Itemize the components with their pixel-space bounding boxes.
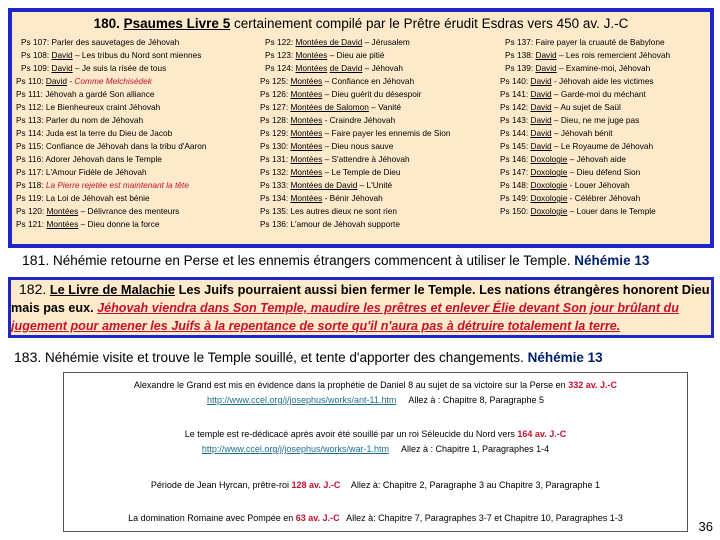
- history-notes-box: [63, 372, 688, 532]
- psalm-text: – Le Royaume de Jéhovah: [551, 141, 654, 151]
- psalm-attribution: David: [530, 89, 552, 99]
- psalm-attribution: Montées: [295, 50, 328, 60]
- psalm-attribution: Doxologie: [530, 154, 568, 164]
- psalm-attribution: Montées: [290, 76, 323, 86]
- malachie-summary-cont: mais pas eux.: [11, 301, 94, 315]
- psalm-text: – Dieu défend Sion: [567, 167, 641, 177]
- josephus-ant-11-link[interactable]: http://www.ccel.org/j/josephus/works/ant-11.htm: [206, 395, 397, 405]
- psalm-text: – Jérusalem: [362, 37, 410, 47]
- psalm-text: Ps 129:: [260, 128, 291, 138]
- psalm-line: [16, 114, 207, 127]
- psalm-attribution: Montées: [290, 128, 323, 138]
- psalms-column-1: [16, 36, 207, 231]
- psalm-text: – Dieu guérit du désespoir: [322, 89, 422, 99]
- psalm-line: [260, 140, 451, 153]
- psalm-attribution: David: [45, 76, 68, 86]
- psalm-text: Ps 110:: [16, 76, 46, 86]
- item-181-number: 181.: [22, 252, 50, 268]
- psalm-text: Ps 125:: [260, 76, 291, 86]
- psalm-text: – Jéhovah bénit: [551, 128, 613, 138]
- psalm-text: Ps 133:: [260, 180, 291, 190]
- psalm-text: – Dieu aie pitié: [327, 50, 385, 60]
- psalm-text: Ps 128:: [260, 115, 291, 125]
- psalm-text: Ps 144:: [500, 128, 531, 138]
- psalm-text: Ps 131:: [260, 154, 291, 164]
- psalms-title-book: Psaumes Livre 5: [123, 16, 231, 31]
- item-183-number: 183.: [14, 349, 42, 365]
- psalm-text: Ps 122:: [265, 37, 296, 47]
- psalm-attribution: David: [530, 115, 552, 125]
- psalm-attribution: David: [51, 63, 73, 73]
- history-rededication-date: 164 av. J.-C: [517, 429, 567, 439]
- psalm-text: Ps 120:: [16, 206, 47, 216]
- history-alexandre-goto: Allez à : Chapitre 8, Paragraphe 5: [408, 395, 545, 405]
- psalm-text: – Je suis la risée de tous: [72, 63, 167, 73]
- psalm-text: – Dieu nous sauve: [322, 141, 394, 151]
- psalm-line: [16, 75, 207, 88]
- history-pompee-goto: Allez à: Chapitre 7, Paragraphes 3-7 et Chapitre 10, Paragraphes 1-3: [346, 513, 623, 523]
- psalm-text: - Louer Jéhovah: [567, 180, 630, 190]
- josephus-war-1-link[interactable]: http://www.ccel.org/j/josephus/works/war-1.htm: [201, 444, 389, 454]
- history-hyrcan: [64, 478, 687, 493]
- psalm-attribution: Doxologie: [530, 206, 568, 216]
- psalm-highlight: La Pierre rejetée est maintenant la tête: [45, 180, 189, 190]
- psalm-text: – Vanité: [368, 102, 402, 112]
- psalm-attribution: Doxologie: [530, 193, 568, 203]
- psalm-attribution: Doxologie: [530, 180, 568, 190]
- psalm-text: Ps 119: La Loi de Jéhovah est bénie: [16, 193, 150, 203]
- psalm-text: – Le Temple de Dieu: [322, 167, 401, 177]
- psalm-text: Ps 115: Confiance de Jéhovah dans la tribu d'Aaron: [16, 141, 207, 151]
- psalm-line: [500, 140, 670, 153]
- malachie-summary: Les Juifs pourraient aussi bien fermer le Temple. Les nations étrangères honorent Dieu: [178, 282, 710, 297]
- history-rededication-text: Le temple est re-dédicacé après avoir été souillé par un roi Séleucide du Nord vers: [184, 429, 515, 439]
- item-183: [14, 348, 603, 367]
- psalm-text: - Célébrer Jéhovah: [567, 193, 641, 203]
- psalm-line: [16, 101, 207, 114]
- psalm-line: [16, 166, 207, 179]
- psalm-line: [500, 166, 670, 179]
- psalm-text: Ps 132:: [260, 167, 291, 177]
- history-hyrcan-date: 128 av. J.-C: [291, 480, 341, 490]
- psalm-line: [500, 179, 670, 192]
- psalm-line: [500, 127, 670, 140]
- psalm-text: – Délivrance des menteurs: [78, 206, 180, 216]
- psalm-text: Ps 114: Juda est la terre du Dieu de Jacob: [16, 128, 173, 138]
- psalm-line: [260, 153, 451, 166]
- psalms-title: [12, 15, 710, 32]
- history-rededication: [64, 427, 687, 457]
- psalm-text: Ps 142:: [500, 102, 531, 112]
- psalm-text: Ps 139:: [505, 63, 536, 73]
- psalm-text: Ps 134:: [260, 193, 291, 203]
- psalm-text: Ps 140:: [500, 76, 531, 86]
- psalm-attribution: Montées: [290, 167, 323, 177]
- psalm-line: [16, 36, 207, 49]
- history-hyrcan-goto: Allez à: Chapitre 2, Paragraphe 3 au Chapitre 3, Paragraphe 1: [350, 480, 601, 490]
- psalm-attribution: Montées: [290, 115, 323, 125]
- history-pompee-text: La domination Romaine avec Pompée en: [128, 513, 294, 523]
- psalm-text: – Confiance en Jéhovah: [322, 76, 415, 86]
- psalm-text: Ps 117: L'Amour Fidèle de Jéhovah: [16, 167, 147, 177]
- psalm-text: Ps 135: Les autres dieux ne sont rien: [260, 206, 397, 216]
- psalm-text: Ps 138:: [505, 50, 536, 60]
- psalm-line: [500, 192, 670, 205]
- malachie-book-title: Le Livre de Malachie: [49, 282, 175, 297]
- psalm-text: -: [67, 76, 75, 86]
- psalm-line: [16, 127, 207, 140]
- malachie-prophecy-text: Jéhovah viendra dans Son Temple, maudire les prêtres et enlever Élie devant Son jour brûlant du jugement pour amener les Juifs à la repentance de sorte qu'il n'aura pas à détruire totalement la terre.: [11, 301, 679, 333]
- item-183-reference: Néhémie 13: [527, 350, 603, 365]
- psalms-title-number: 180.: [93, 16, 120, 31]
- psalm-highlight: Comme Melchisédek: [74, 76, 152, 86]
- psalm-attribution: David: [530, 102, 552, 112]
- psalm-line: [16, 62, 207, 75]
- psalm-attribution: Montées: [295, 63, 328, 73]
- psalm-line: [260, 36, 451, 49]
- psalm-text: Ps 141:: [500, 89, 531, 99]
- psalm-text: Ps 121:: [16, 219, 47, 229]
- psalm-text: – Examine-moi, Jéhovah: [556, 63, 651, 73]
- psalm-attribution: David: [530, 76, 552, 86]
- psalm-line: [260, 101, 451, 114]
- psalm-line: [500, 101, 670, 114]
- psalm-line: [16, 205, 207, 218]
- psalm-text: – Au sujet de Saül: [551, 102, 621, 112]
- malachie-number: 182.: [19, 281, 47, 297]
- psalm-text: Ps 107: Parler des sauvetages de Jéhovah: [21, 37, 180, 47]
- psalm-text: Ps 108:: [21, 50, 52, 60]
- psalm-text: – S'attendre à Jéhovah: [322, 154, 410, 164]
- psalm-text: Ps 112: Le Bienheureux craint Jéhovah: [16, 102, 161, 112]
- psalm-text: Ps 124:: [265, 63, 296, 73]
- psalm-text: - Jéhovah aide les victimes: [551, 76, 654, 86]
- psalms-column-2: [260, 36, 451, 231]
- psalm-attribution: David: [535, 50, 557, 60]
- psalm-text: – Dieu, ne me juge pas: [551, 115, 640, 125]
- psalm-text: Ps 127:: [260, 102, 291, 112]
- psalm-text: – Les rois remercient Jéhovah: [556, 50, 671, 60]
- psalm-attribution: Montées: [290, 193, 323, 203]
- psalm-line: [260, 49, 451, 62]
- psalm-text: – Jéhovah aide: [567, 154, 626, 164]
- psalm-text: Ps 130:: [260, 141, 291, 151]
- psalm-attribution: Montées: [46, 219, 79, 229]
- psalm-line: [260, 205, 451, 218]
- psalm-text: Ps 143:: [500, 115, 531, 125]
- psalm-text: Ps 149:: [500, 193, 531, 203]
- psalm-line: [500, 49, 670, 62]
- psalm-text: Ps 145:: [500, 141, 531, 151]
- history-alexandre: [64, 378, 687, 408]
- history-pompee: [64, 511, 687, 526]
- psalm-line: [500, 36, 670, 49]
- malachie-prophecy: [11, 299, 711, 335]
- psalm-text: – Dieu donne la force: [78, 219, 160, 229]
- psalm-text: Ps 118:: [16, 180, 46, 190]
- psalm-line: [500, 88, 670, 101]
- malachie-heading: [19, 280, 710, 299]
- psalm-attribution: Montées: [290, 89, 323, 99]
- psalm-attribution: Montées: [290, 141, 323, 151]
- psalms-column-3: [500, 36, 670, 218]
- psalm-line: [16, 49, 207, 62]
- psalm-line: [500, 62, 670, 75]
- psalm-text: – Les tribus du Nord sont miennes: [72, 50, 202, 60]
- psalm-line: [16, 140, 207, 153]
- psalm-text: Ps 150:: [500, 206, 531, 216]
- psalm-text: – L'Unité: [357, 180, 393, 190]
- history-alexandre-date: 332 av. J.-C: [568, 380, 618, 390]
- page-number: 36: [698, 519, 713, 534]
- item-181-text: Néhémie retourne en Perse et les ennemis étrangers commencent à utiliser le Temple.: [53, 253, 571, 268]
- psalm-text: – Garde-moi du méchant: [551, 89, 646, 99]
- psalm-text: Ps 137: Faire payer la cruauté de Babylone: [505, 37, 665, 47]
- psalm-line: [16, 218, 207, 231]
- item-181: [22, 251, 649, 270]
- psalm-text: Ps 111: Jéhovah a gardé Son alliance: [16, 89, 155, 99]
- psalm-attribution: Montées: [46, 206, 79, 216]
- malachie-panel: [8, 277, 714, 338]
- psalm-line: [260, 62, 451, 75]
- psalm-line: [500, 75, 670, 88]
- psalm-line: [500, 153, 670, 166]
- psalm-attribution: David: [535, 63, 557, 73]
- psalm-attribution: Montées de David: [290, 180, 358, 190]
- psalm-text: – Faire payer les ennemis de Sion: [322, 128, 451, 138]
- psalm-text: Ps 126:: [260, 89, 291, 99]
- history-hyrcan-text: Période de Jean Hyrcan, prêtre-roi: [150, 480, 289, 490]
- psalm-text: Ps 148:: [500, 180, 531, 190]
- psalm-attribution: Doxologie: [530, 167, 568, 177]
- history-rededication-goto: Allez à : Chapitre 1, Paragraphes 1-4: [401, 444, 550, 454]
- psalm-line: [260, 88, 451, 101]
- psalms-book5-panel: [8, 8, 714, 248]
- history-alexandre-text: Alexandre le Grand est mis en évidence dans la prophétie de Daniel 8 au sujet de sa victoire sur la Perse en: [133, 380, 566, 390]
- item-181-reference: Néhémie 13: [574, 253, 650, 268]
- psalm-line: [260, 114, 451, 127]
- psalm-text: Ps 136: L'amour de Jéhovah supporte: [260, 219, 400, 229]
- psalm-line: [16, 179, 207, 192]
- psalm-text: Ps 116: Adorer Jéhovah dans le Temple: [16, 154, 162, 164]
- psalms-title-text: certainement compilé par le Prêtre érudit Esdras vers 450 av. J.-C: [233, 16, 629, 31]
- psalm-attribution: Montées de Salomon: [290, 102, 369, 112]
- psalm-line: [260, 218, 451, 231]
- psalm-text: - Bénir Jéhovah: [322, 193, 383, 203]
- psalm-line: [260, 192, 451, 205]
- psalm-attribution: David: [51, 50, 73, 60]
- item-183-text: Néhémie visite et trouve le Temple souillé, et tente d'apporter des changements.: [45, 350, 524, 365]
- psalm-line: [500, 205, 670, 218]
- psalm-line: [260, 75, 451, 88]
- psalm-line: [16, 153, 207, 166]
- psalm-line: [16, 192, 207, 205]
- psalm-text: - Craindre Jéhovah: [322, 115, 396, 125]
- psalm-attribution: David: [530, 128, 552, 138]
- psalm-attribution: Montées de David: [295, 37, 363, 47]
- psalm-text: Ps 146:: [500, 154, 531, 164]
- psalm-attribution: David: [530, 141, 552, 151]
- psalm-line: [260, 179, 451, 192]
- psalm-line: [260, 127, 451, 140]
- psalm-attribution: Montées: [290, 154, 323, 164]
- psalm-attribution: de David: [329, 63, 363, 73]
- psalm-text: Ps 123:: [265, 50, 296, 60]
- psalm-line: [16, 88, 207, 101]
- history-pompee-date: 63 av. J.-C: [295, 513, 340, 523]
- psalm-text: Ps 113: Parler du nom de Jéhovah: [16, 115, 144, 125]
- psalm-line: [260, 166, 451, 179]
- psalm-text: Ps 109:: [21, 63, 52, 73]
- psalm-text: Ps 147:: [500, 167, 531, 177]
- psalm-text: – Louer dans le Temple: [567, 206, 656, 216]
- psalm-text: – Jéhovah: [362, 63, 403, 73]
- psalm-line: [500, 114, 670, 127]
